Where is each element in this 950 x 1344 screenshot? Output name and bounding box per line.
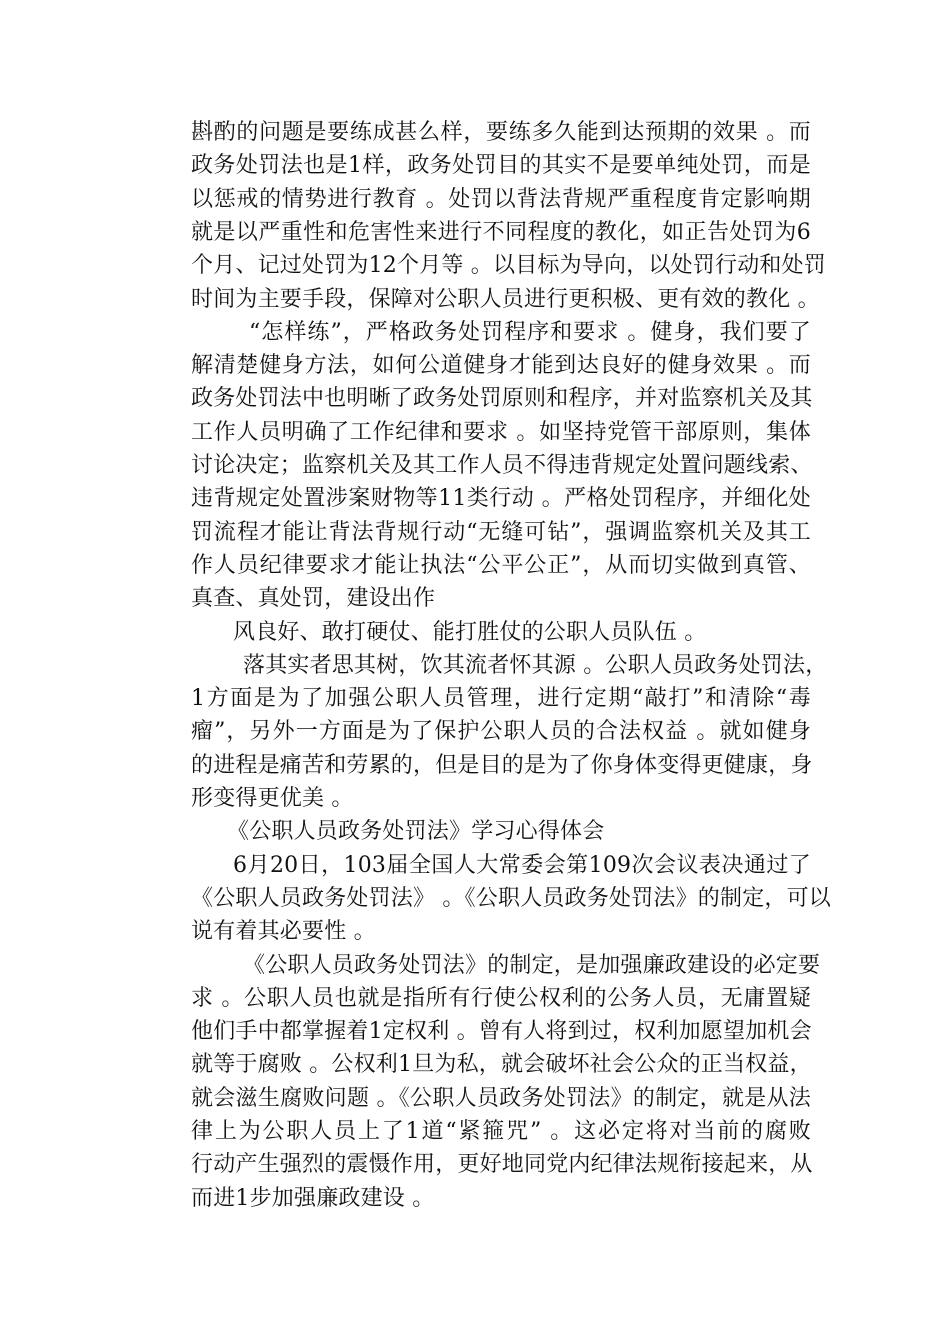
text-line: 6月20日，103届全国人大常委会第109次会议表决通过了: [233, 852, 811, 878]
text-line: 《公职人员政务处罚法》 。《公职人员政务处罚法》的制定，可以: [191, 885, 831, 911]
text-line: 而进1步加强廉政建设 。: [191, 1185, 435, 1211]
text-line: 求 。公职人员也就是指所有行使公权利的公务人员，无庸置疑: [191, 985, 811, 1011]
text-line: 他们手中都掌握着1定权利 。曾有人将到过，权利加愿望加机会: [191, 1019, 812, 1045]
text-line: 就是以严重性和危害性来进行不同程度的教化，如正告处罚为6: [191, 219, 811, 245]
text-line: 的进程是痛苦和劳累的，但是目的是为了你身体变得更健康，身: [191, 752, 813, 778]
text-line: 罚流程才能让背法背规行动“无缝可钻”，强调监察机关及其工: [191, 519, 811, 545]
text-line: 瘤”，另外一方面是为了保护公职人员的合法权益 。就如健身: [191, 719, 811, 745]
text-line: 作人员纪律要求才能让执法“公平公正”，从而切实做到真管、: [191, 552, 811, 578]
text-line: 行动产生强烈的震慑作用，更好地同党内纪律法规衔接起来，从: [191, 1152, 813, 1178]
text-line: 政务处罚法也是1样，政务处罚目的其实不是要单纯处罚，而是: [191, 153, 811, 179]
text-line: 解清楚健身方法，如何公道健身才能到达良好的健身效果 。而: [191, 353, 811, 379]
text-line: 律上为公职人员上了1道“紧箍咒” 。这必定将对当前的腐败: [191, 1119, 811, 1144]
text-line: 违背规定处置涉案财物等11类行动 。严格处罚程序，并细化处: [191, 486, 811, 512]
text-line: “怎样练”，严格政务处罚程序和要求 。健身，我们要了: [249, 319, 811, 345]
text-line: 时间为主要手段，保障对公职人员进行更积极、更有效的教化 。: [191, 286, 820, 312]
text-line: 《公职人员政务处罚法》的制定，是加强廉政建设的必定要: [243, 952, 821, 978]
text-line: 落其实者思其树，饮其流者怀其源 。公职人员政务处罚法，: [243, 652, 828, 678]
text-line: 真查、真处罚，建设出作: [191, 586, 436, 612]
text-line: 1方面是为了加强公职人员管理，进行定期“敲打”和清除“毒: [191, 686, 811, 712]
text-line: 《公职人员政务处罚法》学习心得体会: [227, 819, 605, 845]
text-line: 说有着其必要性 。: [191, 919, 376, 945]
text-line: 以惩戒的情势进行教育 。处罚以背法背规严重程度肯定影响期: [191, 186, 811, 212]
text-line: 政务处罚法中也明晰了政务处罚原则和程序，并对监察机关及其: [191, 386, 813, 412]
text-line: 斟酌的问题是要练成甚么样，要练多久能到达预期的效果 。而: [191, 120, 811, 145]
text-line: 个月、记过处罚为12个月等 。以目标为导向，以处罚行动和处罚: [191, 253, 826, 279]
text-line: 就等于腐败 。公权利1旦为私，就会破坏社会公众的正当权益，: [191, 1052, 812, 1078]
text-line: 工作人员明确了工作纪律和要求 。如坚持党管干部原则，集体: [191, 419, 811, 445]
text-line: 就会滋生腐败问题 。《公职人员政务处罚法》的制定，就是从法: [191, 1085, 811, 1111]
text-line: 讨论决定；监察机关及其工作人员不得违背规定处置问题线索、: [191, 453, 813, 478]
text-line: 风良好、敢打硬仗、能打胜仗的公职人员队伍 。: [233, 619, 707, 645]
text-line: 形变得更优美 。: [191, 786, 354, 811]
